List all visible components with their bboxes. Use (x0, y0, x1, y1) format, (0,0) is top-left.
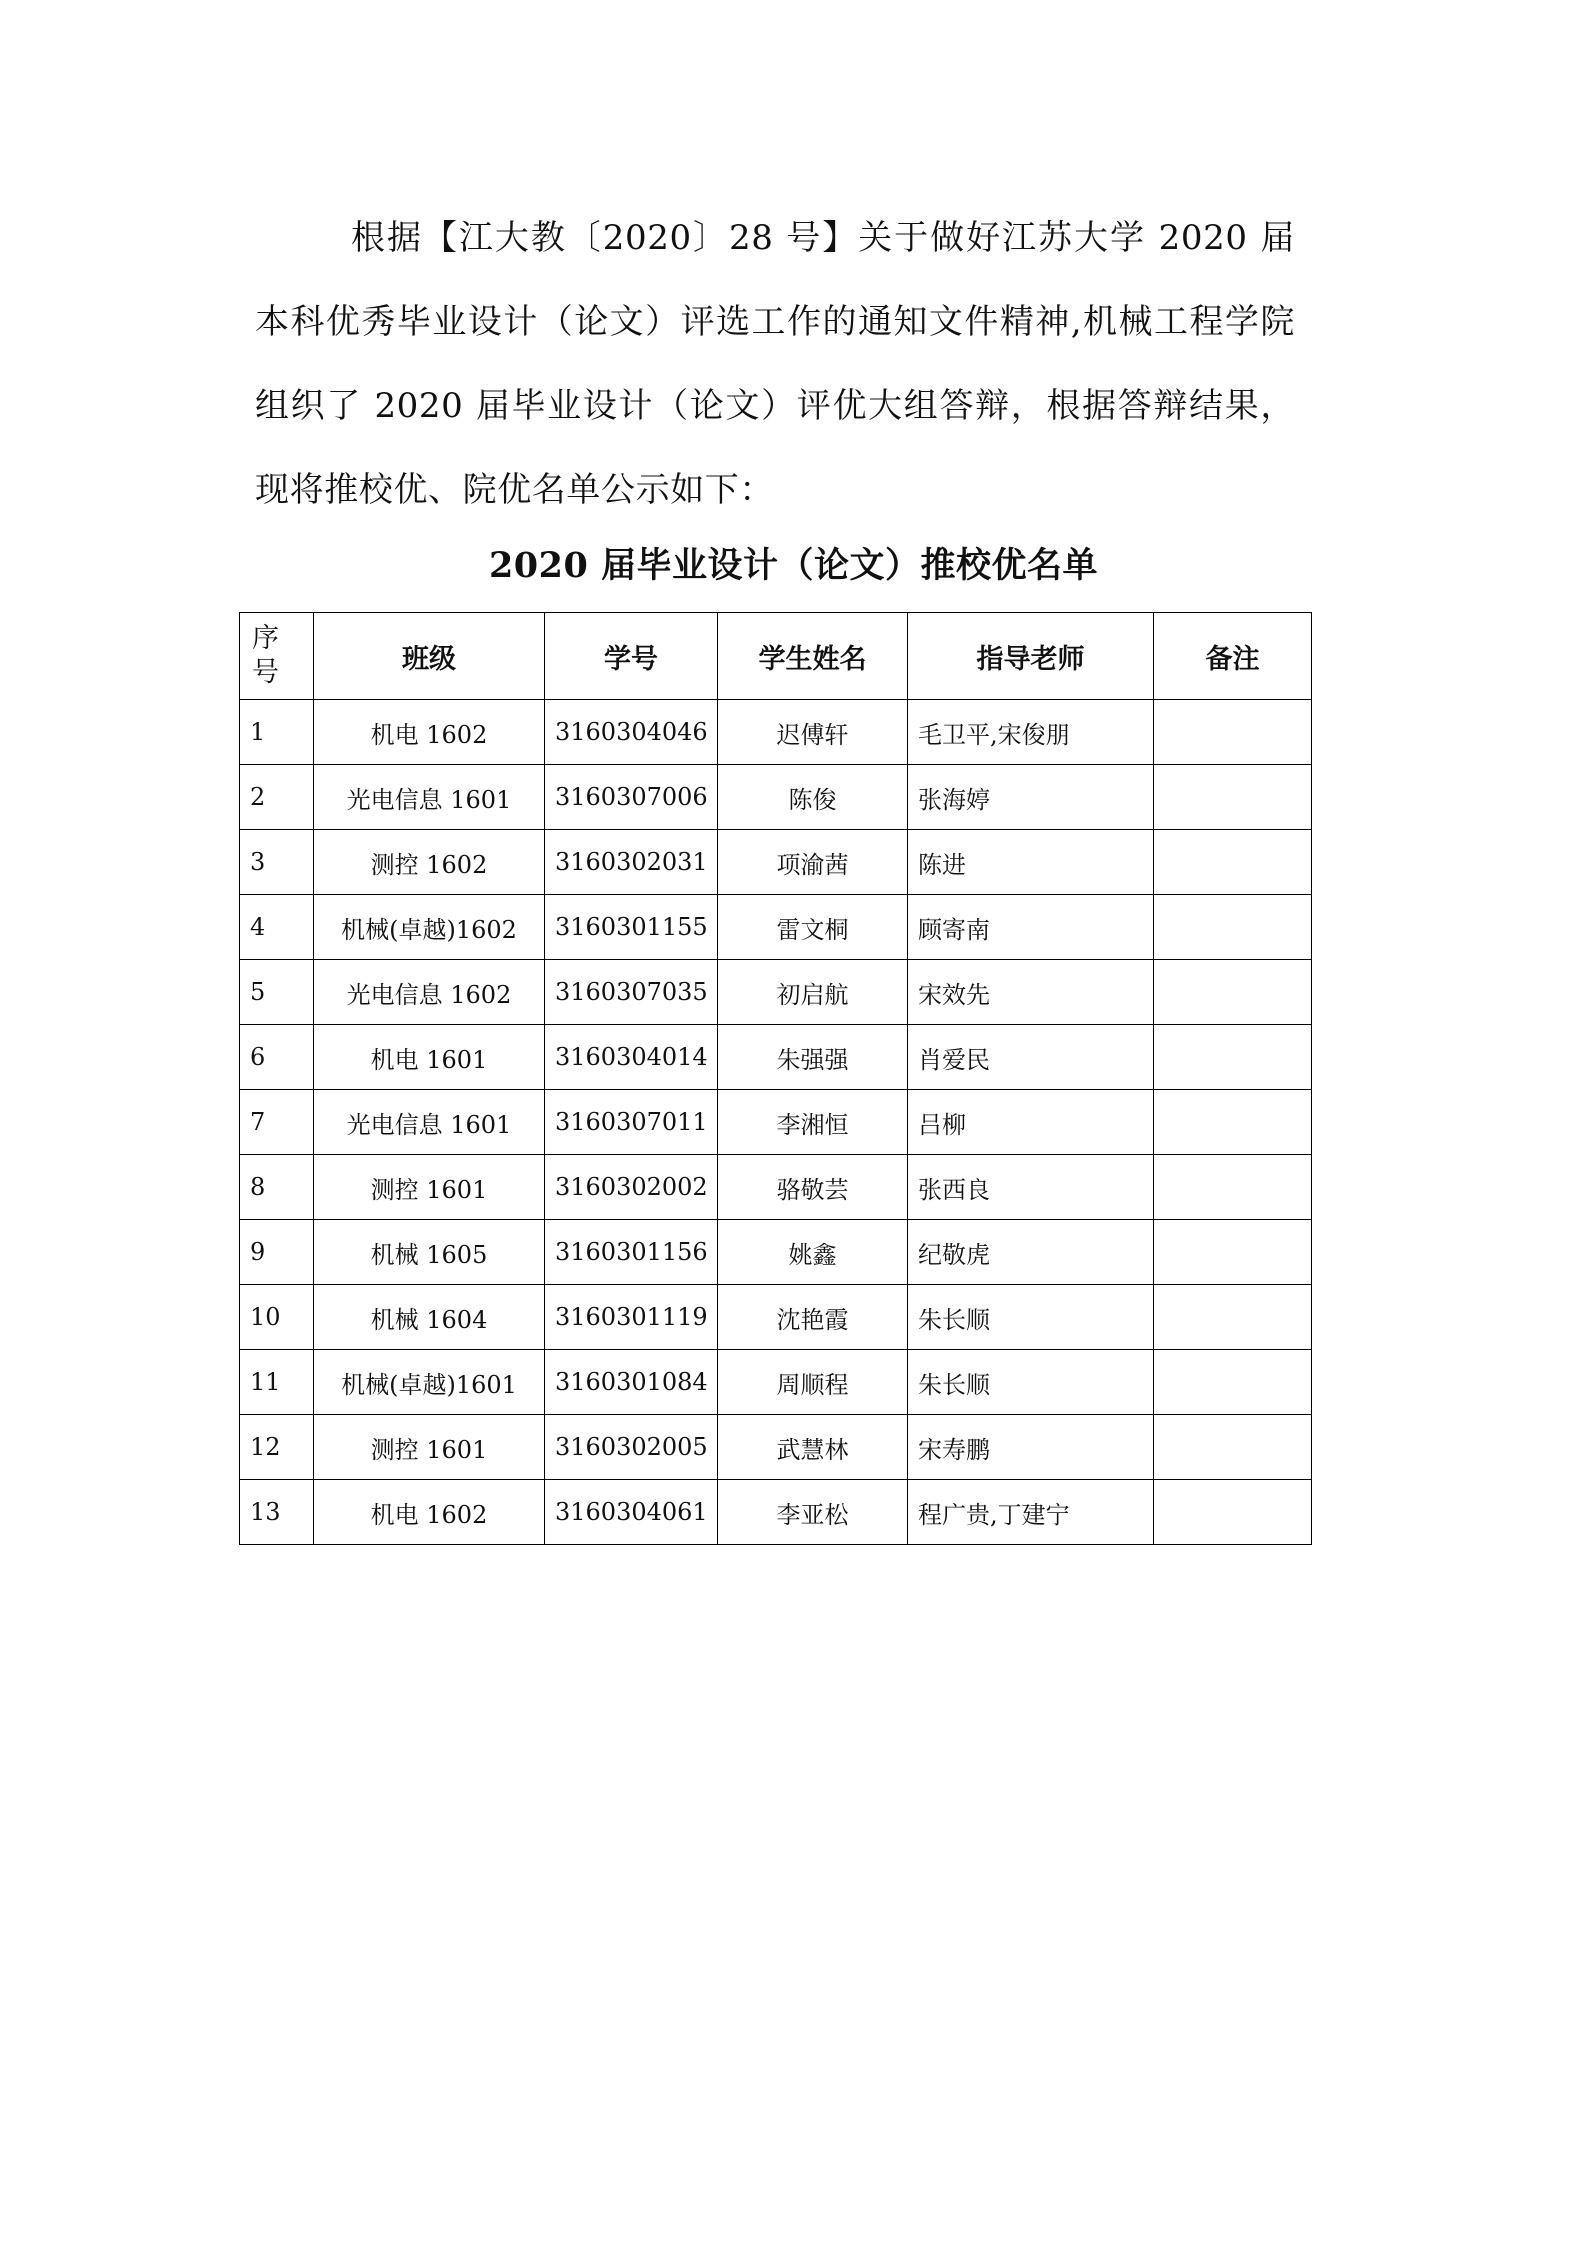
row-note-cell (1154, 765, 1312, 830)
row-index-cell: 2 (240, 765, 314, 830)
row-class-cell: 测控 1602 (314, 830, 545, 895)
row-index-cell: 12 (240, 1415, 314, 1480)
row-student-name-cell: 初启航 (718, 960, 908, 1025)
row-student-id-cell: 3160301156 (545, 1220, 718, 1285)
row-student-name-cell: 雷文桐 (718, 895, 908, 960)
row-note-cell (1154, 1350, 1312, 1415)
row-student-id-cell: 3160304014 (545, 1025, 718, 1090)
row-note-cell (1154, 1220, 1312, 1285)
row-advisor-cell: 程广贵,丁建宁 (908, 1480, 1154, 1545)
row-student-name-cell: 李亚松 (718, 1480, 908, 1545)
row-note-cell (1154, 1285, 1312, 1350)
row-advisor-cell: 朱长顺 (908, 1350, 1154, 1415)
row-student-name-cell: 周顺程 (718, 1350, 908, 1415)
row-student-name-cell: 陈俊 (718, 765, 908, 830)
row-note-cell (1154, 895, 1312, 960)
row-class-cell: 光电信息 1601 (314, 765, 545, 830)
row-index-cell: 13 (240, 1480, 314, 1545)
row-student-id-cell: 3160304046 (545, 700, 718, 765)
row-student-id-cell: 3160307035 (545, 960, 718, 1025)
row-index-cell: 4 (240, 895, 314, 960)
row-class-cell: 光电信息 1602 (314, 960, 545, 1025)
row-index-cell: 6 (240, 1025, 314, 1090)
row-class-cell: 机电 1602 (314, 1480, 545, 1545)
row-student-id-cell: 3160307006 (545, 765, 718, 830)
row-student-name-cell: 沈艳霞 (718, 1285, 908, 1350)
row-student-name-cell: 迟傅轩 (718, 700, 908, 765)
row-class-cell: 机械 1604 (314, 1285, 545, 1350)
row-note-cell (1154, 700, 1312, 765)
row-note-cell (1154, 1090, 1312, 1155)
table-row (240, 1220, 1312, 1285)
row-advisor-cell: 宋效先 (908, 960, 1154, 1025)
row-student-id-cell: 3160302031 (545, 830, 718, 895)
header-class: 班级 (314, 613, 545, 700)
row-note-cell (1154, 960, 1312, 1025)
row-class-cell: 测控 1601 (314, 1155, 545, 1220)
row-index-cell: 9 (240, 1220, 314, 1285)
table-row (240, 1155, 1312, 1220)
row-class-cell: 机械 1605 (314, 1220, 545, 1285)
row-student-id-cell: 3160301119 (545, 1285, 718, 1350)
row-index-cell: 5 (240, 960, 314, 1025)
row-student-name-cell: 骆敬芸 (718, 1155, 908, 1220)
table-row (240, 830, 1312, 895)
table-row (240, 1285, 1312, 1350)
table-row (240, 700, 1312, 765)
table-row (240, 1415, 1312, 1480)
row-student-name-cell: 朱强强 (718, 1025, 908, 1090)
header-student-id: 学号 (545, 613, 718, 700)
row-class-cell: 机电 1602 (314, 700, 545, 765)
row-class-cell: 光电信息 1601 (314, 1090, 545, 1155)
header-note: 备注 (1154, 613, 1312, 700)
header-index: 序号 (240, 613, 314, 700)
row-index-cell: 7 (240, 1090, 314, 1155)
row-advisor-cell: 顾寄南 (908, 895, 1154, 960)
row-advisor-cell: 张海婷 (908, 765, 1154, 830)
row-student-name-cell: 武慧林 (718, 1415, 908, 1480)
recommendation-table (239, 612, 1312, 1545)
row-index-cell: 11 (240, 1350, 314, 1415)
row-student-id-cell: 3160301155 (545, 895, 718, 960)
row-student-id-cell: 3160302002 (545, 1155, 718, 1220)
table-header-row (240, 613, 1312, 700)
header-student-name: 学生姓名 (718, 613, 908, 700)
row-note-cell (1154, 1155, 1312, 1220)
table-row (240, 895, 1312, 960)
row-student-id-cell: 3160304061 (545, 1480, 718, 1545)
row-advisor-cell: 朱长顺 (908, 1285, 1154, 1350)
row-index-cell: 3 (240, 830, 314, 895)
row-class-cell: 机械(卓越)1602 (314, 895, 545, 960)
row-student-id-cell: 3160301084 (545, 1350, 718, 1415)
row-student-name-cell: 李湘恒 (718, 1090, 908, 1155)
row-advisor-cell: 宋寿鹏 (908, 1415, 1154, 1480)
row-note-cell (1154, 1415, 1312, 1480)
row-note-cell (1154, 830, 1312, 895)
row-student-id-cell: 3160307011 (545, 1090, 718, 1155)
row-index-cell: 10 (240, 1285, 314, 1350)
table-row (240, 765, 1312, 830)
table-title: 2020 届毕业设计（论文）推校优名单 (488, 545, 1099, 586)
row-advisor-cell: 吕柳 (908, 1090, 1154, 1155)
row-class-cell: 测控 1601 (314, 1415, 545, 1480)
table-row (240, 960, 1312, 1025)
row-advisor-cell: 毛卫平,宋俊朋 (908, 700, 1154, 765)
intro-paragraph: 根据【江大教〔2020〕28 号】关于做好江苏大学 2020 届本科优秀毕业设计（论文）评选工作的通知文件精神,机械工程学院组织了 2020 届毕业设计（论文）评优大组答辩，根据答辩结果，现将推校优、院优名单公示如下： (255, 218, 1295, 510)
row-class-cell: 机电 1601 (314, 1025, 545, 1090)
row-advisor-cell: 纪敬虎 (908, 1220, 1154, 1285)
row-student-id-cell: 3160302005 (545, 1415, 718, 1480)
row-student-name-cell: 项渝茜 (718, 830, 908, 895)
table-row (240, 1025, 1312, 1090)
table-row (240, 1090, 1312, 1155)
row-index-cell: 8 (240, 1155, 314, 1220)
row-student-name-cell: 姚鑫 (718, 1220, 908, 1285)
header-advisor: 指导老师 (908, 613, 1154, 700)
row-note-cell (1154, 1480, 1312, 1545)
table-body (240, 700, 1312, 1545)
row-advisor-cell: 肖爱民 (908, 1025, 1154, 1090)
row-class-cell: 机械(卓越)1601 (314, 1350, 545, 1415)
row-advisor-cell: 张西良 (908, 1155, 1154, 1220)
row-index-cell: 1 (240, 700, 314, 765)
row-note-cell (1154, 1025, 1312, 1090)
row-advisor-cell: 陈进 (908, 830, 1154, 895)
table-row (240, 1350, 1312, 1415)
table-row (240, 1480, 1312, 1545)
